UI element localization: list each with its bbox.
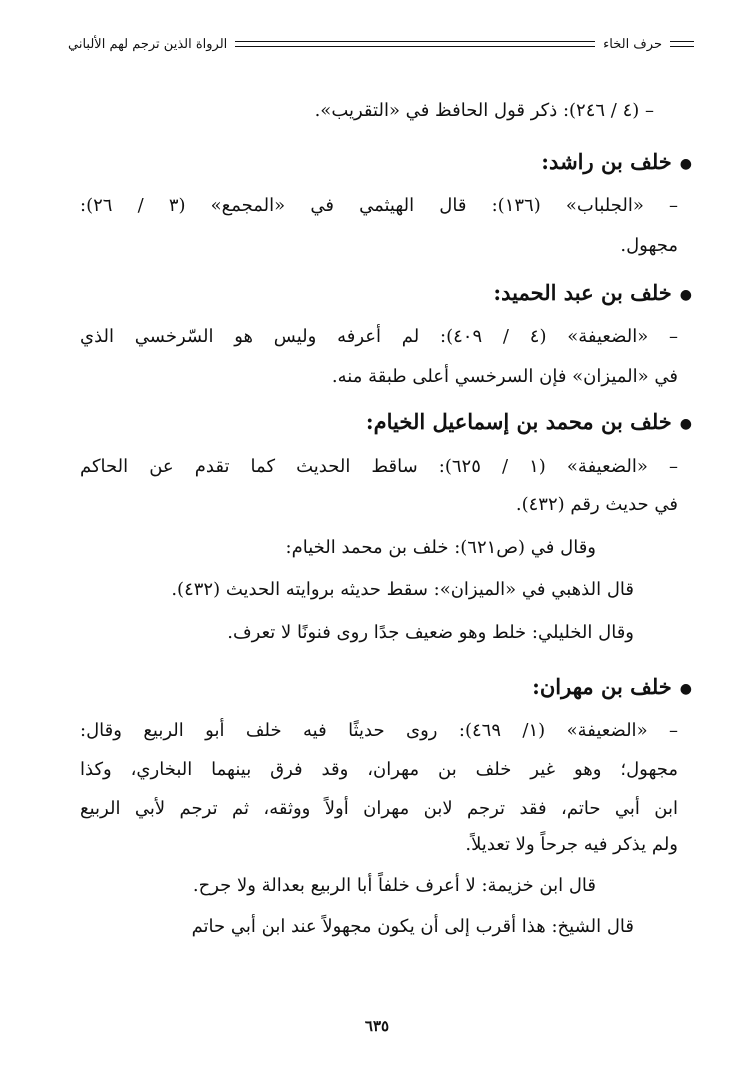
- bullet-icon: ●: [679, 286, 692, 303]
- header-rule-middle: [235, 41, 595, 47]
- heading-text: خلف بن مهران:: [532, 674, 672, 699]
- narrator-heading: [541, 147, 692, 179]
- text-line: قال الذهبي في «الميزان»: سقط حديثه بروايته الحديث (٤٣٢).: [171, 579, 634, 600]
- text-line: ولم يذكر فيه جرحاً ولا تعديلاً.: [465, 834, 678, 855]
- text-line: – «الضعيفة» (١/ ٤٦٩): روى حديثًا فيه خلف أبو الربيع وقال:: [80, 720, 678, 741]
- bullet-icon: ●: [679, 155, 692, 172]
- heading-text: خلف بن عبد الحميد:: [493, 280, 672, 305]
- running-header: [60, 34, 694, 54]
- bullet-icon: ●: [679, 680, 692, 697]
- text-line: مجهول؛ وهو غير خلف بن مهران، وقد فرق بينهما البخاري، وكذا: [80, 759, 678, 780]
- narrator-heading: [366, 407, 692, 439]
- text-line: وقال الخليلي: خلط وهو ضعيف جدًا روى فنونًا لا تعرف.: [227, 622, 634, 643]
- book-title: الرواة الذين ترجم لهم الألباني: [68, 36, 228, 52]
- text-line: قال الشيخ: هذا أقرب إلى أن يكون مجهولاً عند ابن أبي حاتم: [191, 916, 634, 937]
- header-rule-right: [670, 41, 694, 47]
- text-line: – «الضعيفة» (٤ / ٤٠٩): لم أعرفه وليس هو السّرخسي الذي: [80, 326, 678, 347]
- chapter-title: حرف الخاء: [603, 36, 662, 52]
- text-line: في حديث رقم (٤٣٢).: [515, 494, 678, 515]
- narrator-heading: [532, 672, 692, 704]
- text-line: – (٤ / ٢٤٦): ذكر قول الحافظ في «التقريب».: [314, 100, 654, 121]
- text-line: – «الضعيفة» (١ / ٦٢٥): ساقط الحديث كما تقدم عن الحاكم: [80, 456, 678, 477]
- text-line: قال ابن خزيمة: لا أعرف خلفاً أبا الربيع بعدالة ولا جرح.: [192, 875, 596, 896]
- page-number: ٦٣٥: [364, 1017, 390, 1035]
- text-line: مجهول.: [620, 235, 678, 256]
- heading-text: خلف بن محمد بن إسماعيل الخيام:: [365, 409, 672, 434]
- text-line: – «الجلباب» (١٣٦): قال الهيثمي في «المجمع» (٣ / ٢٦):: [80, 195, 678, 216]
- text-line: ابن أبي حاتم، فقد ترجم لابن مهران أولاً ووثقه، ثم ترجم لأبي الربيع: [80, 798, 678, 819]
- narrator-heading: [493, 278, 692, 310]
- bullet-icon: ●: [679, 415, 692, 432]
- heading-text: خلف بن راشد:: [541, 149, 672, 174]
- text-line: وقال في (ص٦٢١): خلف بن محمد الخيام:: [285, 537, 596, 558]
- text-line: في «الميزان» فإن السرخسي أعلى طبقة منه.: [331, 366, 678, 387]
